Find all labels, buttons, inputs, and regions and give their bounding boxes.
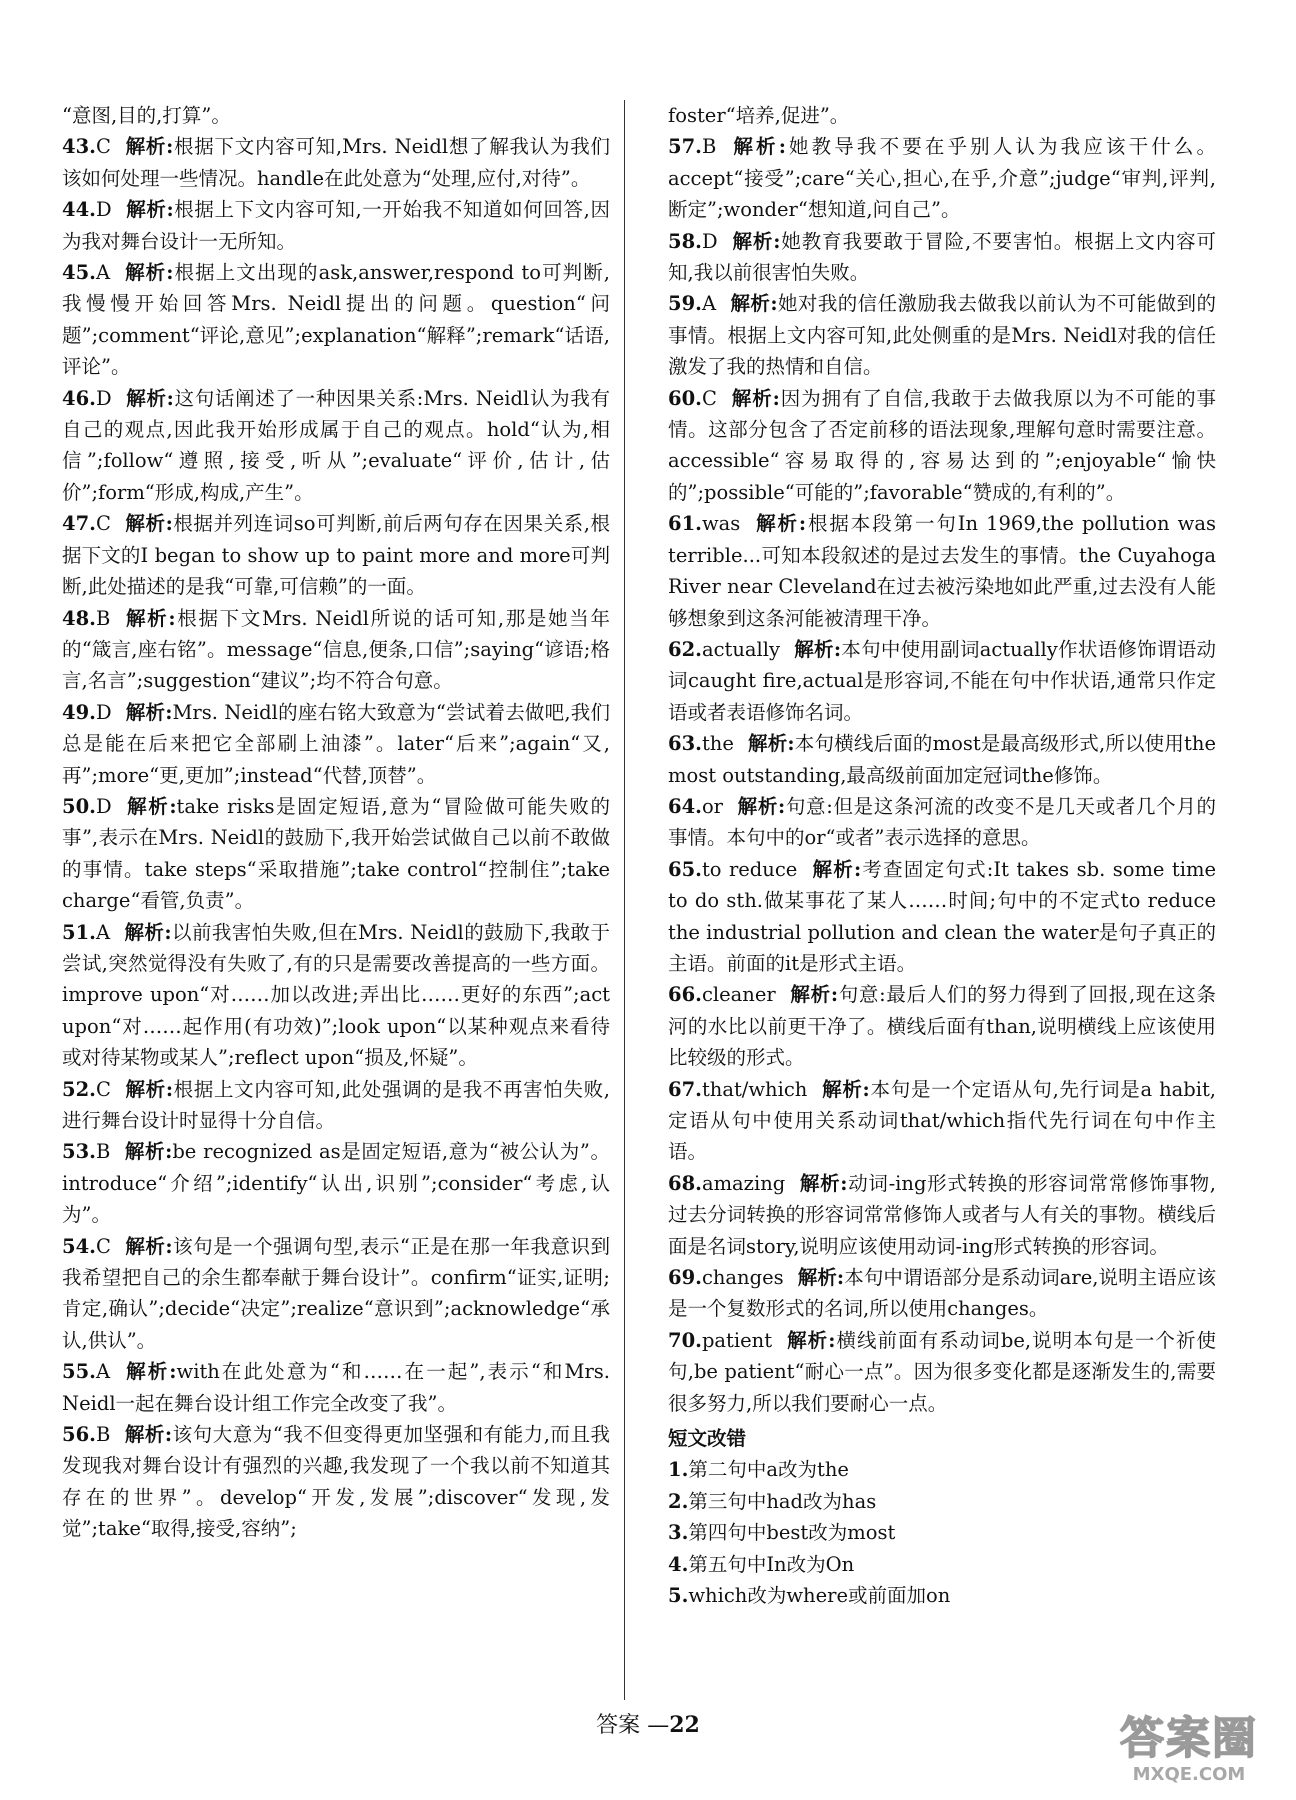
answer-key: changes (701, 1266, 784, 1290)
question-number: 43. (62, 135, 96, 159)
question-number: 56. (62, 1423, 96, 1447)
answer-entry (62, 1231, 610, 1357)
analysis-text: 该句是一个强调句型,表示“正是在那一年我意识到我希望把自己的余生都奉献于舞台设计”。confirm“证实,证明;肯定,确认”;decide“决定”;realize“意识到”;acknowledge“承认,供认”。 (62, 1234, 610, 1352)
correction-number: 5. (668, 1584, 689, 1608)
answer-entry (668, 1074, 1216, 1168)
analysis-text: 考查固定句式:It takes sb. some time to do sth.做某事花了某人……时间;句中的不定式to reduce the industrial pollution and clean the water是句子真正的主语。前面的it是形式主语。 (668, 857, 1216, 975)
answer-key: that/which (701, 1077, 808, 1101)
analysis-text: 本句中谓语部分是系动词are,说明主语应该是一个复数形式的名词,所以使用changes。 (668, 1266, 1216, 1321)
answer-key: A (701, 292, 717, 316)
question-number: 52. (62, 1077, 96, 1101)
right-column (668, 100, 1216, 1612)
analysis-label: 解析: (124, 1234, 173, 1258)
question-number: 59. (668, 292, 702, 316)
analysis-text: 横线前面有系动词be,说明本句是一个祈使句,be patient“耐心一点”。因为很多变化都是逐渐发生的,需要很多努力,所以我们要耐心一点。 (668, 1328, 1216, 1415)
correction-list (668, 1454, 1216, 1611)
analysis-label: 解析: (737, 794, 786, 818)
answer-key: the (701, 732, 734, 756)
analysis-label: 解析: (747, 732, 795, 756)
question-number: 53. (62, 1140, 96, 1164)
analysis-text: 以前我害怕失败,但在Mrs. Neidl的鼓励下,我敢于尝试,突然觉得没有失败了,有的只是需要改善提高的一些方面。improve upon“对……加以改进;弄出比……更好的东西”;act upon“对……起作用(有功效)”;look upon“以某种观点来看待或对待某物或某人”;reflect upon“损及,怀疑”。 (62, 920, 611, 1070)
analysis-label: 解析: (124, 1423, 173, 1447)
answer-entry (62, 791, 610, 917)
analysis-text: 这句话阐述了一种因果关系:Mrs. Neidl认为我有自己的观点,因此我开始形成属于自己的观点。hold“认为,相信”;follow“遵照,接受,听从”;evaluate“评价,估计,估价”;form“形成,构成,产生”。 (62, 386, 610, 504)
correction-item (668, 1486, 1216, 1517)
analysis-text: 根据并列连词so可判断,前后两句存在因果关系,根据下文的I began to show up to paint more and more可判断,此处描述的是我“可靠,可信赖”的一面。 (62, 512, 610, 599)
answer-key: C (95, 1234, 111, 1258)
correction-item (668, 1454, 1216, 1485)
analysis-label: 解析: (786, 1328, 836, 1352)
analysis-label: 解析: (731, 229, 781, 253)
analysis-text: with在此处意为“和……在一起”,表示“和Mrs. Neidl一起在舞台设计组工作完全改变了我”。 (62, 1360, 610, 1415)
correction-text: which改为where或前面加on (688, 1584, 951, 1608)
analysis-label: 解析: (124, 606, 176, 630)
question-number: 62. (668, 637, 702, 661)
question-number: 50. (62, 794, 96, 818)
analysis-label: 解析: (754, 512, 807, 536)
question-number: 63. (668, 732, 702, 756)
page-number: 22 (669, 1712, 700, 1738)
correction-text: 第二句中a改为the (688, 1458, 849, 1482)
analysis-text: 她对我的信任激励我去做我以前认为不可能做到的事情。根据上文内容可知,此处侧重的是Mrs. Neidl对我的信任激发了我的热情和自信。 (668, 292, 1216, 379)
watermark-url: MXQE.COM (1132, 1764, 1246, 1785)
answer-entry (62, 603, 610, 697)
answer-entry (668, 1262, 1216, 1325)
analysis-text: 句意:但是这条河流的改变不是几天或者几个月的事情。本句中的or“或者”表示选择的意思。 (668, 794, 1217, 850)
answer-key: C (701, 386, 717, 410)
answer-key: D (701, 229, 718, 253)
analysis-label: 解析: (124, 1077, 174, 1101)
analysis-label: 解析: (730, 292, 778, 316)
answer-key: D (95, 794, 112, 818)
footer-label: 答案 (596, 1713, 641, 1738)
analysis-text: 句意:最后人们的努力得到了回报,现在这条河的水比以前更干净了。横线后面有than,说明横线上应该使用比较级的形式。 (668, 983, 1216, 1070)
answer-key: B (95, 1423, 111, 1447)
analysis-label: 解析: (124, 920, 172, 944)
analysis-text: 根据下文Mrs. Neidl所说的话可知,那是她当年的“箴言,座右铭”。message“信息,便条,口信”;saying“谚语;格言,名言”;suggestion“建议”;均不符合句意。 (62, 606, 610, 693)
answer-key: D (95, 700, 112, 724)
answer-key: actually (701, 637, 780, 661)
right-continuation: foster“培养,促进”。 (668, 104, 850, 127)
question-number: 70. (668, 1328, 702, 1352)
analysis-label: 解析: (799, 1171, 848, 1195)
answer-key: patient (701, 1328, 773, 1352)
answer-entry (668, 508, 1216, 634)
answer-entry (62, 1136, 610, 1230)
correction-text: 第四句中best改为most (688, 1521, 896, 1545)
answer-key: B (95, 1140, 111, 1164)
question-number: 51. (62, 920, 96, 944)
question-number: 66. (668, 983, 702, 1007)
correction-item (668, 1549, 1216, 1580)
column-divider (624, 100, 625, 1700)
answer-entry (668, 1325, 1216, 1419)
analysis-label: 解析: (125, 700, 173, 724)
analysis-text: 根据上文出现的ask,answer,respond to可判断,我慢慢开始回答Mrs. Neidl提出的问题。question“问题”;comment“评论,意见”;explanation“解释”;remark“话语,评论”。 (62, 261, 611, 379)
answer-key: A (95, 920, 111, 944)
analysis-text: be recognized as是固定短语,意为“被公认为”。introduce“介绍”;identify“认出,识别”;consider“考虑,认为”。 (62, 1140, 610, 1227)
answer-key: D (95, 198, 112, 222)
question-number: 69. (668, 1266, 702, 1290)
question-number: 67. (668, 1077, 702, 1101)
question-number: 65. (668, 857, 702, 881)
analysis-text: take risks是固定短语,意为“冒险做可能失败的事”,表示在Mrs. Neidl的鼓励下,我开始尝试做自己以前不敢做的事情。take steps“采取措施”;take control“控制住”;take charge“看管,负责”。 (62, 794, 610, 913)
answer-key: cleaner (701, 983, 776, 1007)
question-number: 44. (62, 198, 96, 222)
question-number: 57. (668, 135, 702, 159)
analysis-text: 动词-ing形式转换的形容词常常修饰事物,过去分词转换的形容词常常修饰人或者与人有关的事物。横线后面是名词story,说明应该使用动词-ing形式转换的形容词。 (668, 1171, 1216, 1258)
analysis-text: 本句横线后面的most是最高级形式,所以使用the most outstanding,最高级前面加定冠词the修饰。 (668, 732, 1216, 787)
analysis-text: 她教育我要敢于冒险,不要害怕。根据上文内容可知,我以前很害怕失败。 (668, 229, 1216, 285)
answer-key: or (701, 794, 723, 818)
question-number: 46. (62, 386, 96, 410)
answer-key: C (95, 135, 111, 159)
analysis-label: 解析: (125, 386, 174, 410)
analysis-label: 解析: (730, 135, 786, 159)
right-entries (668, 131, 1216, 1419)
answer-entry (62, 194, 610, 257)
analysis-label: 解析: (797, 1266, 845, 1290)
analysis-label: 解析: (794, 637, 842, 661)
analysis-label: 解析: (125, 794, 177, 818)
correction-text: 第五句中In改为On (688, 1552, 855, 1576)
answer-entry (62, 1356, 610, 1419)
answer-entry (668, 634, 1216, 728)
analysis-label: 解析: (789, 983, 839, 1007)
correction-number: 2. (668, 1489, 689, 1513)
question-number: 47. (62, 512, 96, 536)
answer-entry (668, 728, 1216, 791)
answer-key: A (95, 261, 111, 285)
answer-entry (62, 131, 610, 194)
analysis-label: 解析: (821, 1077, 870, 1101)
analysis-text: 她教导我不要在乎别人认为我应该干什么。accept“接受”;care“关心,担心,在乎,介意”;judge“审判,评判,断定”;wonder“想知道,问自己”。 (668, 135, 1216, 222)
analysis-label: 解析: (124, 261, 174, 285)
answer-entry (668, 226, 1216, 289)
analysis-text: 因为拥有了自信,我敢于去做我原以为不可能的事情。这部分包含了否定前移的语法现象,理解句意时需要注意。accessible“容易取得的,容易达到的”;enjoyable“愉快的”;possible“可能的”;favorable“赞成的,有利的”。 (668, 386, 1217, 504)
question-number: 58. (668, 229, 702, 253)
question-number: 60. (668, 386, 702, 410)
answer-entry (62, 697, 610, 791)
answer-key: B (701, 135, 717, 159)
answer-key: A (95, 1360, 111, 1384)
question-number: 68. (668, 1171, 702, 1195)
correction-number: 4. (668, 1552, 689, 1576)
analysis-label: 解析: (811, 857, 862, 881)
question-number: 61. (668, 512, 702, 536)
answer-key: C (95, 512, 111, 536)
answer-key: to reduce (701, 857, 798, 881)
answer-entry (62, 1419, 610, 1545)
correction-title: 短文改错 (668, 1427, 747, 1451)
correction-item (668, 1580, 1216, 1611)
correction-item (668, 1517, 1216, 1548)
left-continuation: “意图,目的,打算”。 (62, 104, 231, 127)
left-column (62, 100, 610, 1545)
correction-number: 1. (668, 1458, 689, 1482)
footer-sep: — (647, 1713, 670, 1738)
question-number: 54. (62, 1234, 96, 1258)
answer-entry (62, 383, 610, 509)
answer-entry (62, 1074, 610, 1137)
analysis-label: 解析: (730, 386, 780, 410)
question-number: 55. (62, 1360, 96, 1384)
answer-key: C (95, 1077, 111, 1101)
answer-key: was (701, 512, 741, 536)
analysis-text: Mrs. Neidl的座右铭大致意为“尝试着去做吧,我们总是能在后来把它全部刷上油漆”。later“后来”;again“又,再”;more“更,更加”;instead“代替,顶替”。 (62, 700, 610, 787)
analysis-label: 解析: (125, 198, 174, 222)
answer-key: B (95, 606, 111, 630)
analysis-text: 本句是一个定语从句,先行词是a habit,定语从句中使用关系动词that/which指代先行词在句中作主语。 (668, 1077, 1217, 1164)
answer-key: amazing (701, 1171, 786, 1195)
answer-entry (668, 791, 1216, 854)
analysis-text: 根据本段第一句In 1969,the pollution was terrible...可知本段叙述的是过去发生的事情。the Cuyahoga River near Cleveland在过去被污染地如此严重,过去没有人能够想象到这条河能被清理干净。 (668, 512, 1216, 630)
correction-number: 3. (668, 1521, 689, 1545)
left-entries (62, 131, 610, 1544)
answer-entry (668, 979, 1216, 1073)
analysis-label: 解析: (124, 135, 174, 159)
watermark-logo (1114, 1712, 1264, 1786)
analysis-text: 根据上下文内容可知,一开始我不知道如何回答,因为我对舞台设计一无所知。 (62, 198, 610, 253)
analysis-label: 解析: (124, 1140, 173, 1164)
analysis-text: 根据下文内容可知,Mrs. Neidl想了解我认为我们该如何处理一些情况。handle在此处意为“处理,应付,对待”。 (62, 135, 611, 190)
answer-entry (62, 917, 610, 1074)
correction-text: 第三句中had改为has (688, 1489, 877, 1513)
question-number: 64. (668, 794, 702, 818)
answer-entry (668, 854, 1216, 980)
answer-entry (62, 257, 610, 383)
answer-key: D (95, 386, 112, 410)
watermark-text: 答案圈 (1120, 1713, 1258, 1764)
answer-entry (668, 131, 1216, 225)
analysis-label: 解析: (124, 1360, 177, 1384)
analysis-label: 解析: (124, 512, 173, 536)
analysis-text: 该句大意为“我不但变得更加坚强和有能力,而且我发现我对舞台设计有强烈的兴趣,我发现了一个我以前不知道其存在的世界”。develop“开发,发展”;discover“发现,发觉”;take“取得,接受,容纳”; (62, 1423, 610, 1541)
answer-entry (668, 1168, 1216, 1262)
analysis-text: 本句中使用副词actually作状语修饰谓语动词caught fire,actual是形容词,不能在句中作状语,通常只作定语或者表语修饰名词。 (668, 637, 1216, 724)
question-number: 48. (62, 606, 96, 630)
answer-entry (668, 288, 1216, 382)
page-footer (0, 1708, 1296, 1739)
question-number: 45. (62, 261, 96, 285)
answer-entry (668, 383, 1216, 509)
question-number: 49. (62, 700, 96, 724)
analysis-text: 根据上文内容可知,此处强调的是我不再害怕失败,进行舞台设计时显得十分自信。 (62, 1077, 610, 1132)
answer-entry (62, 508, 610, 602)
